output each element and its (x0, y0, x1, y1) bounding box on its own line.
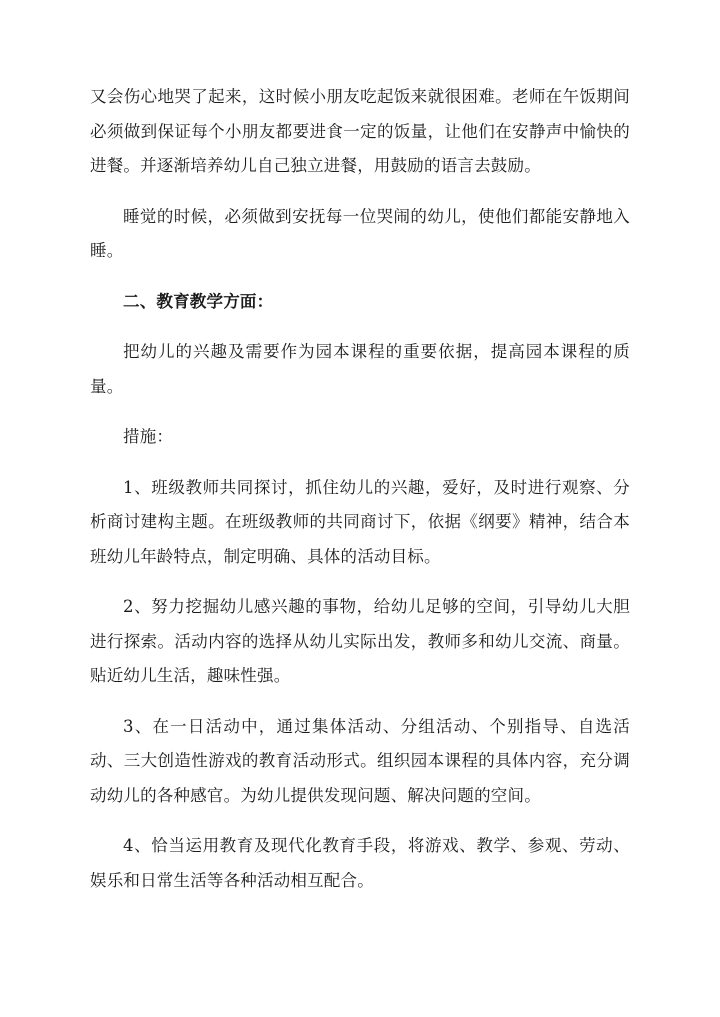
measures-label: 措施： (123, 427, 174, 446)
measure-item-1: 1、班级教师共同探讨，抓住幼儿的兴趣，爱好，及时进行观察、分析商讨建构主题。在班级教师的共同商讨下，依据《纲要》精神，结合本班幼儿年龄特点，制定明确、具体的活动目标。 (90, 477, 630, 566)
paragraph-curriculum-basis: 把幼儿的兴趣及需要作为园本课程的重要依据，提高园本课程的质量。 (90, 342, 630, 396)
measure-item-3: 3、在一日活动中，通过集体活动、分组活动、个别指导、自选活动、三大创造性游戏的教育活动形式。组织园本课程的具体内容，充分调动幼儿的各种感官。为幼儿提供发现问题、解决问题的空间。 (90, 716, 630, 805)
paragraph-nap-time: 睡觉的时候，必须做到安抚每一位哭闹的幼儿，使他们都能安静地入睡。 (90, 206, 630, 260)
measure-item-2: 2、努力挖掘幼儿感兴趣的事物，给幼儿足够的空间，引导幼儿大胆进行探索。活动内容的选择从幼儿实际出发，教师多和幼儿交流、商量。贴近幼儿生活，趣味性强。 (90, 597, 630, 685)
section-heading-education: 二、教育教学方面： (123, 291, 274, 311)
paragraph-meal-time: 又会伤心地哭了起来，这时候小朋友吃起饭来就很困难。老师在午饭期间必须做到保证每个小朋友都要进食一定的饭量，让他们在安静声中愉快的进餐。并逐渐培养幼儿自己独立进餐，用鼓励的语言去鼓励。 (90, 87, 630, 175)
measure-item-4: 4、恰当运用教育及现代化教育手段，将游戏、教学、参观、劳动、娱乐和日常生活等各种活动相互配合。 (90, 836, 630, 890)
document-body (90, 80, 630, 898)
